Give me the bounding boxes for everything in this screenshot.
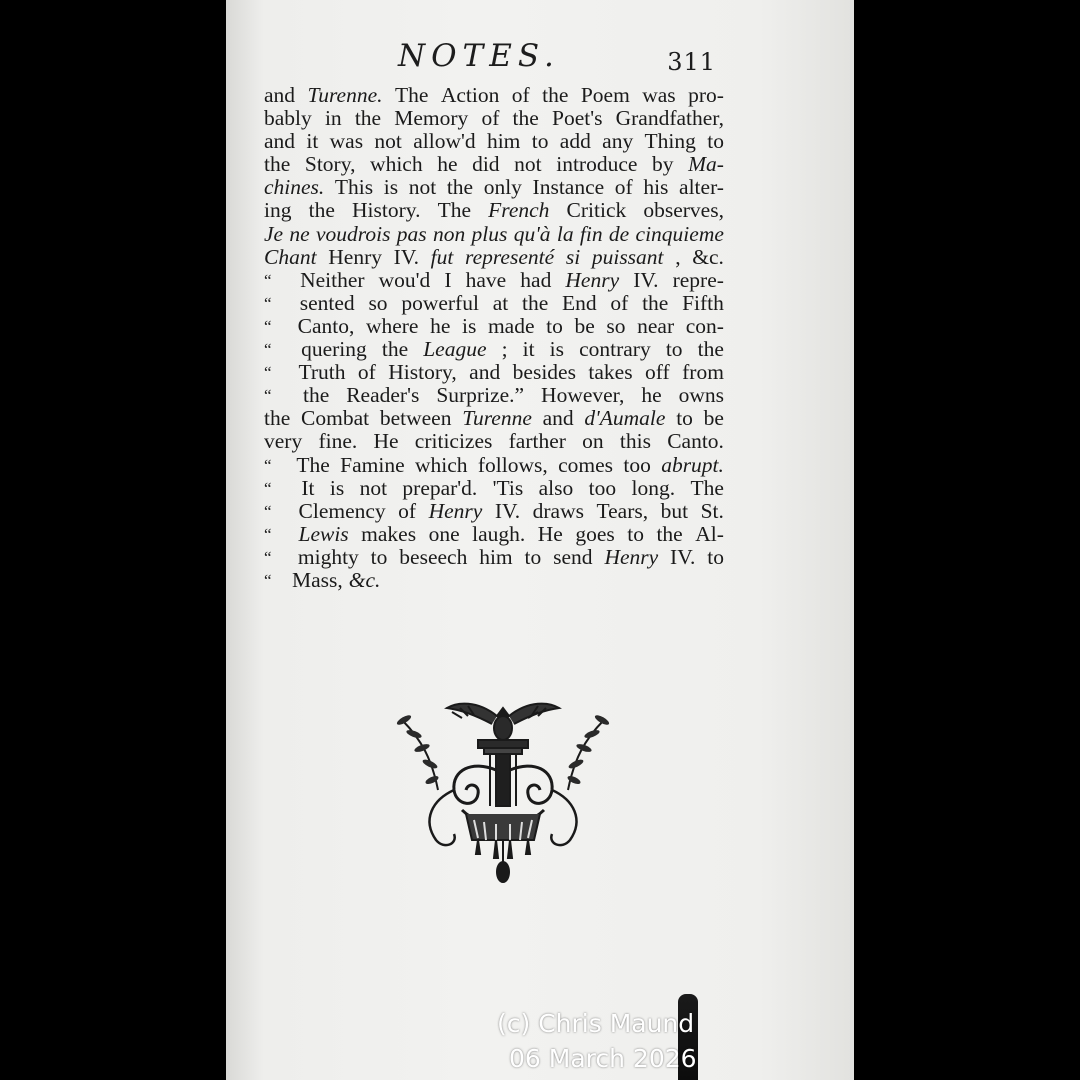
text-line: “ Lewis makes one laugh. He goes to the Al- (264, 521, 724, 546)
text-line: ing the History. The French Critick observes, (264, 198, 724, 223)
text-line: Chant Henry IV. fut representé si puissant , &c. (264, 244, 724, 269)
text-line: and it was not allow'd him to add any Thing to (264, 129, 724, 154)
text-line: “ Mass, &c. (264, 567, 381, 592)
text-line: chines. This is not the only Instance of his alter- (264, 175, 724, 200)
watermark-credit: (c) Chris Maund (497, 1009, 695, 1038)
page-header (226, 38, 854, 78)
text-line: “ sented so powerful at the End of the Fifth (264, 290, 724, 315)
text-line: bably in the Memory of the Poet's Grandfather, (264, 106, 724, 131)
text-line: “ Canto, where he is made to be so near con- (264, 313, 724, 338)
text-line: “ It is not prepar'd. 'Tis also too long. The (264, 475, 724, 500)
photo-watermark (497, 1006, 697, 1076)
text-line: “ Neither wou'd I have had Henry IV. repre- (264, 267, 724, 292)
watermark-date: 06 March 2026 (509, 1044, 697, 1073)
running-head: NOTES. (398, 38, 560, 74)
eagle-cartouche-ornament-icon (392, 690, 614, 890)
text-line: “ The Famine which follows, comes too abrupt. (264, 452, 724, 477)
text-line: the Story, which he did not introduce by Ma- (264, 152, 724, 177)
text-line: the Combat between Turenne and d'Aumale to be (264, 406, 724, 431)
notes-body-text (264, 84, 724, 592)
text-line: “ Truth of History, and besides takes off from (264, 360, 724, 385)
text-line: “ the Reader's Surprize.” However, he owns (264, 383, 724, 408)
page-number: 311 (667, 48, 716, 76)
book-page (226, 0, 854, 1080)
text-line: “ mighty to beseech him to send Henry IV. to (264, 544, 724, 569)
text-line: and Turenne. The Action of the Poem was pro- (264, 83, 724, 107)
text-line: Je ne voudrois pas non plus qu'à la fin de cinquieme (264, 221, 724, 246)
text-line: “ Clemency of Henry IV. draws Tears, but St. (264, 498, 724, 523)
text-line: very fine. He criticizes farther on this Canto. (264, 429, 724, 454)
text-line: “ quering the League ; it is contrary to the (264, 337, 724, 362)
